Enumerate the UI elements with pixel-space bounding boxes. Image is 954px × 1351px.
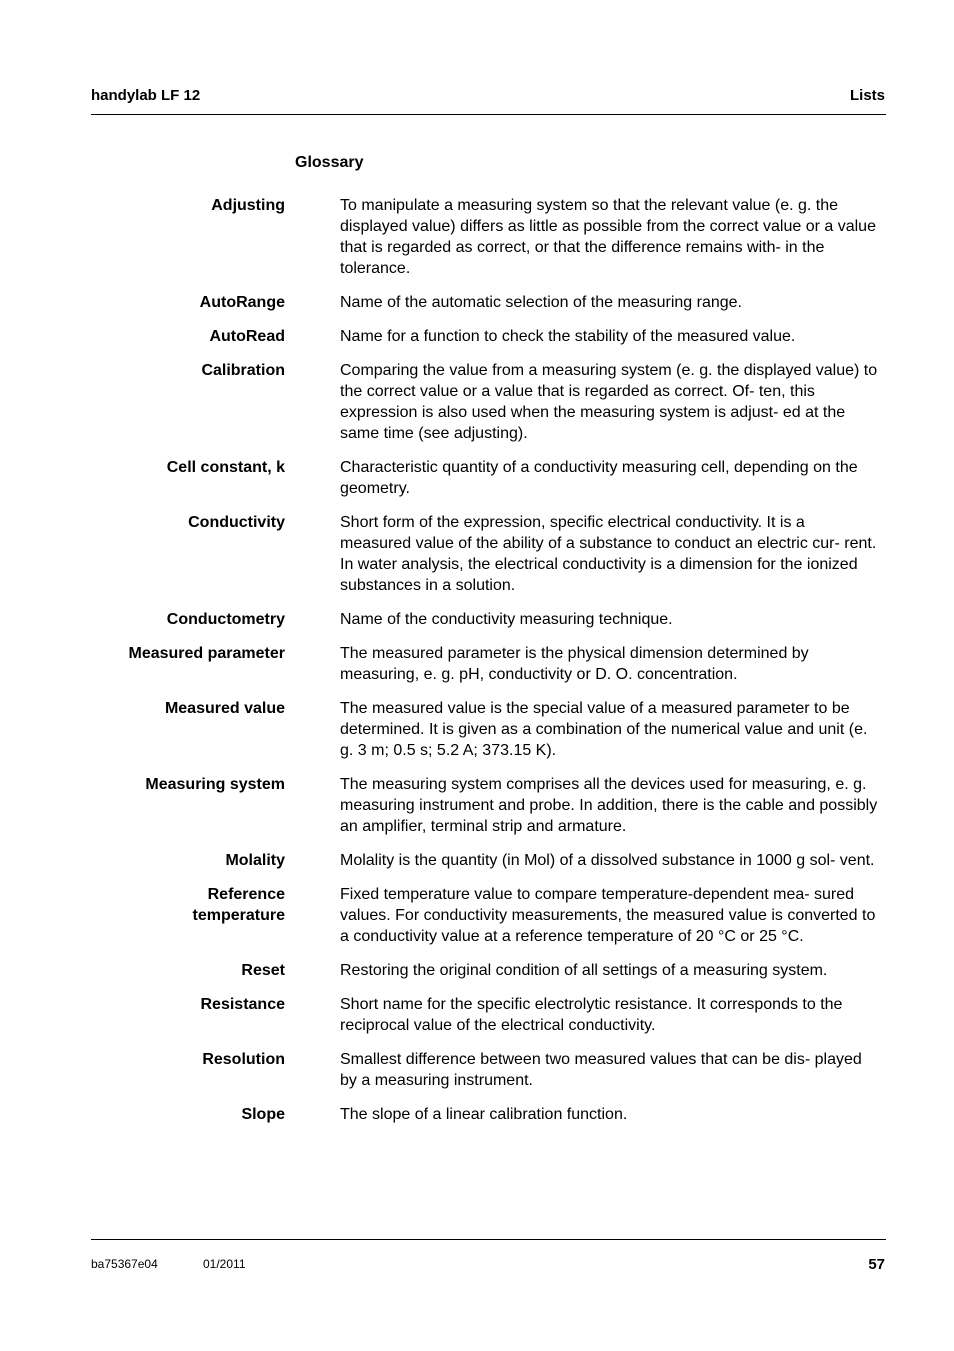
glossary-definition: The slope of a linear calibration function. (340, 1106, 628, 1123)
glossary-term: Cell constant, k (166, 459, 285, 476)
glossary-term: Resolution (202, 1051, 285, 1068)
glossary-definition: Fixed temperature value to compare temperature-dependent mea- sured values. For conductivity measurements, the measured value is converted to a conductivity value at a reference temperature of 20 °C or 25 °C. (340, 886, 876, 945)
glossary-entry (91, 512, 886, 596)
glossary-list (91, 195, 886, 1138)
glossary-definition: Characteristic quantity of a conductivity measuring cell, depending on the geometry. (340, 459, 858, 497)
glossary-entry (91, 698, 886, 761)
page-number: 57 (868, 1256, 885, 1273)
glossary-entry (91, 195, 886, 279)
glossary-entry (91, 850, 886, 871)
footer-divider (91, 1239, 886, 1240)
footer-document-number: ba75367e04 (91, 1257, 158, 1271)
header-divider (91, 114, 886, 115)
glossary-definition: Comparing the value from a measuring system (e. g. the displayed value) to the correct value or a value that is regarded as correct. Of- ten, this expression is also used when the measuring system is adjust- ed at the same time (see adjusting). (340, 362, 878, 442)
glossary-entry (91, 609, 886, 630)
glossary-term: AutoRange (199, 294, 285, 311)
glossary-definition: Molality is the quantity (in Mol) of a dissolved substance in 1000 g sol- vent. (340, 852, 875, 869)
glossary-term: Measured parameter (128, 645, 285, 662)
glossary-term: Conductometry (166, 611, 285, 628)
glossary-entry (91, 360, 886, 444)
glossary-definition: Name of the conductivity measuring technique. (340, 611, 673, 628)
glossary-definition: The measured parameter is the physical dimension determined by measuring, e. g. pH, conductivity or D. O. concentration. (340, 645, 809, 683)
glossary-definition: Short form of the expression, specific electrical conductivity. It is a measured value of the ability of a substance to conduct an electric cur- rent. In water analysis, the electrical conductivity is a dimension for the ionized substances in a solution. (340, 514, 877, 594)
glossary-term: Adjusting (211, 197, 285, 214)
glossary-term: Molality (225, 852, 285, 869)
header-product-name: handylab LF 12 (91, 87, 201, 104)
footer-date: 01/2011 (203, 1257, 246, 1271)
glossary-definition: Smallest difference between two measured values that can be dis- played by a measuring instrument. (340, 1051, 862, 1089)
header-section-name: Lists (849, 87, 885, 104)
glossary-entry (91, 292, 886, 313)
glossary-entry (91, 884, 886, 947)
glossary-term: Resistance (200, 996, 285, 1013)
glossary-term: Slope (241, 1106, 285, 1123)
glossary-entry (91, 994, 886, 1036)
glossary-definition: Name of the automatic selection of the measuring range. (340, 294, 742, 311)
glossary-entry (91, 1104, 886, 1125)
glossary-definition: To manipulate a measuring system so that the relevant value (e. g. the displayed value) differs as little as possible from the correct value or a value that is regarded as correct, or that the difference remains with- in the tolerance. (340, 197, 876, 277)
glossary-term: Conductivity (188, 514, 285, 531)
glossary-definition: The measuring system comprises all the devices used for measuring, e. g. measuring instrument and probe. In addition, there is the cable and possibly an amplifier, terminal strip and armature. (340, 776, 878, 835)
glossary-entry (91, 1049, 886, 1091)
section-title: Glossary (295, 154, 364, 171)
glossary-definition: Restoring the original condition of all settings of a measuring system. (340, 962, 828, 979)
glossary-term: AutoRead (209, 328, 285, 345)
glossary-entry (91, 774, 886, 837)
glossary-term: Reference temperature (192, 886, 285, 924)
glossary-entry (91, 326, 886, 347)
glossary-entry (91, 643, 886, 685)
glossary-term: Reset (241, 962, 285, 979)
glossary-definition: Name for a function to check the stability of the measured value. (340, 328, 796, 345)
glossary-definition: Short name for the specific electrolytic resistance. It corresponds to the reciprocal value of the electrical conductivity. (340, 996, 843, 1034)
glossary-entry (91, 960, 886, 981)
glossary-term: Calibration (201, 362, 285, 379)
glossary-term: Measured value (164, 700, 285, 717)
glossary-term: Measuring system (145, 776, 285, 793)
glossary-entry (91, 457, 886, 499)
glossary-definition: The measured value is the special value of a measured parameter to be determined. It is given as a combination of the numerical value and unit (e. g. 3 m; 0.5 s; 5.2 A; 373.15 K). (340, 700, 868, 759)
